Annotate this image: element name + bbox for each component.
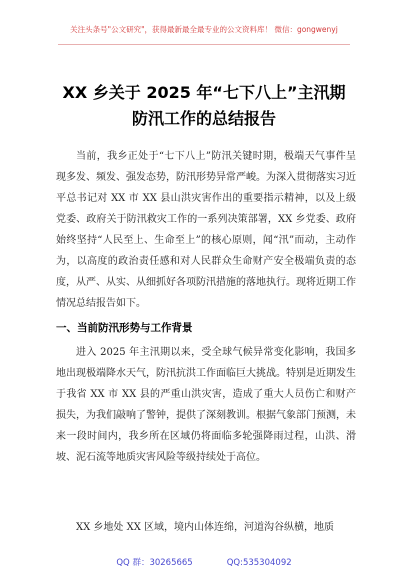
footer-contacts [0,556,408,568]
header-divider [58,44,350,45]
header-banner: 关注头条号"公文研究"，获得最新最全最专业的公文资料库！ 微信：gongwenyj [70,25,338,34]
footer-qq-group: QQ 群：30265665 [116,558,193,568]
section-1-paragraph-continued: XX 乡地处 XX 区域，境内山体连绵，河道沟谷纵横，地质 [76,522,335,533]
section-1-paragraph: 进入 2025 年主汛期以来，受全球气候异常变化影响，我国多地出现极端降水天气，防汛抗洪工作面临巨大挑战。特别是近期发生于我省 XX 市 XX 县的严重山洪灾害，造成了重大人员伤亡和财产损失，为我们敲响了警钟，提供了深刻教训。根据气象部门预测，未来一段时间内，我乡所在区域仍将面临多轮强降雨过程，山洪、滑坡、泥石流等地质灾害风险等级持续处于高位。 [56,347,356,463]
footer-qq: QQ:535304092 [226,558,292,568]
section-heading-1: 一、当前防汛形势与工作背景 [56,322,193,334]
document-title: XX 乡关于 2025 年“七下八上”主汛期防汛工作的总结报告 [62,83,346,128]
intro-paragraph: 当前，我乡正处于“七下八上”防汛关键时期，极端天气事件呈现多发、频发、强发态势，防汛形势异常严峻。为深入贯彻落实习近平总书记对 XX 市 XX 县山洪灾害作出的重要指示精神，以及上级党委、政府关于防汛救灾工作的一系列决策部署，XX 乡党委、政府始终坚持“人民至上、生命至上”的核心原则，闻“汛”而动，主动作为，以高度的政治责任感和对人民群众生命财产安全极端负责的态度，从严、从实、从细抓好各项防汛措施的落地执行。现将近期工作情况总结报告如下。 [56,151,356,309]
